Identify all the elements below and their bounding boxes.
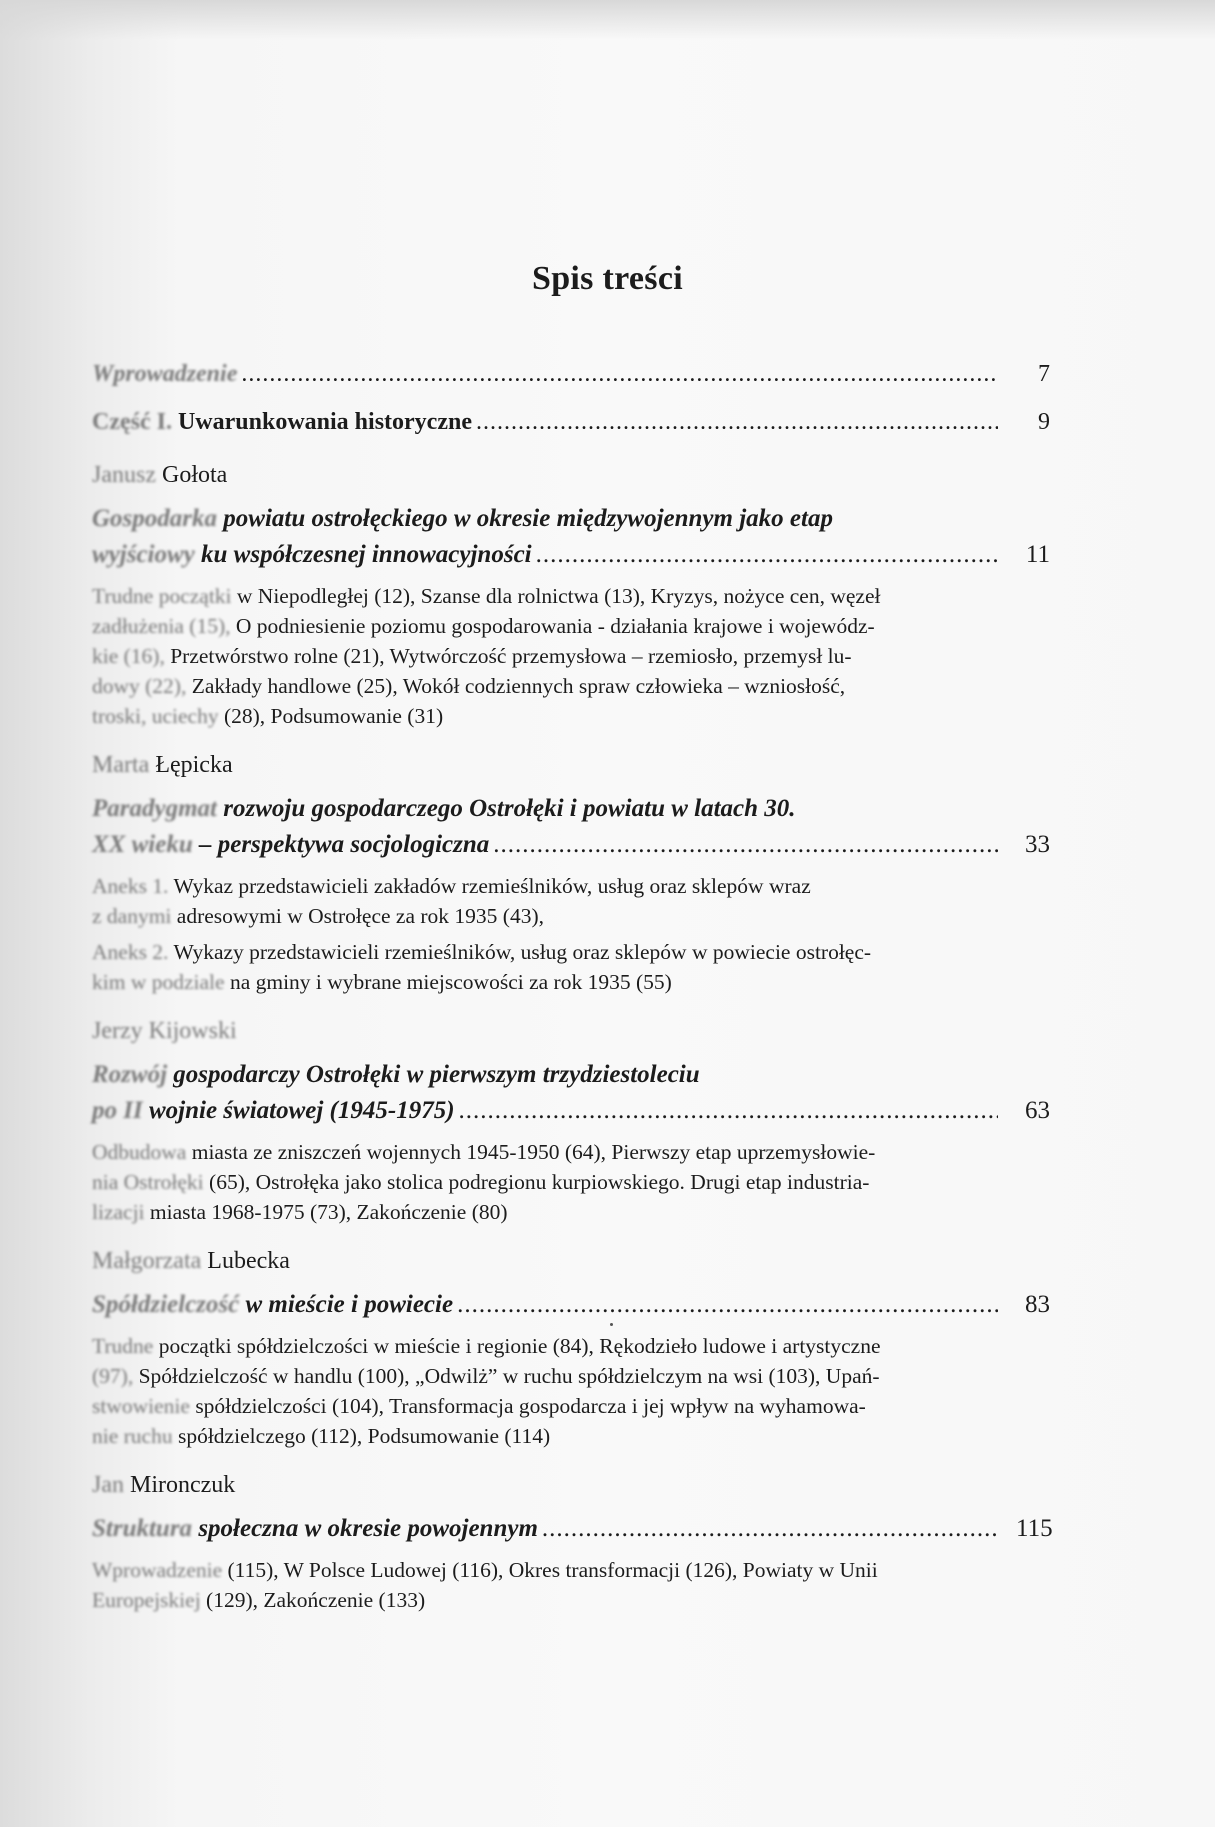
title-lead: po II xyxy=(92,1097,143,1124)
toc-entry-part-1 xyxy=(92,403,1050,441)
title-cont xyxy=(92,827,489,863)
title-text: ku współczesnej innowacyjności xyxy=(201,541,532,568)
title-cont xyxy=(92,537,532,573)
desc-lead: Aneks 2. xyxy=(92,940,169,964)
author-lead: Marta xyxy=(92,752,150,778)
chapter-title xyxy=(92,1511,1053,1547)
desc-lead: Odbudowa xyxy=(92,1140,187,1164)
title-text: gospodarczy Ostrołęki w pierwszym trzydziestoleciu xyxy=(173,1061,700,1088)
desc-lead: Europejskiej xyxy=(92,1588,201,1612)
desc-lead: z danymi xyxy=(92,904,172,928)
title-lead: Spółdzielczość xyxy=(92,1291,240,1318)
author-name: Lubecka xyxy=(207,1248,290,1274)
title-lead: Paradygmat xyxy=(92,795,217,822)
page-number: 11 xyxy=(1025,541,1050,568)
desc-lead: troski, uciechy xyxy=(92,704,219,728)
chapter-title xyxy=(92,791,1087,827)
chapter-description xyxy=(92,1137,1047,1227)
author-name: Gołota xyxy=(161,462,228,488)
table-of-contents xyxy=(92,355,1087,1615)
desc-text: (129), Zakończenie (133) xyxy=(206,1588,426,1612)
desc-text: (65), Ostrołęka jako stolica podregionu kurpiowskiego. Drugi etap industria- xyxy=(209,1170,870,1194)
chapter-author xyxy=(92,1245,1087,1277)
desc-text: miasta ze zniszczeń wojennych 1945-1950 (64), Pierwszy etap uprzemysłowie- xyxy=(191,1140,876,1164)
ink-speck xyxy=(610,1323,613,1326)
desc-lead: Aneks 1. xyxy=(92,874,169,898)
chapter-author xyxy=(92,459,1087,491)
author-lead: Jan xyxy=(92,1472,124,1498)
chapter-author xyxy=(92,749,1087,781)
page-number: 7 xyxy=(1038,361,1050,387)
leader-dots xyxy=(493,827,998,863)
chapter-description xyxy=(92,1555,1047,1615)
desc-text: w Niepodległej (12), Szanse dla rolnictwa (13), Kryzys, nożyce cen, węzeł xyxy=(236,584,881,608)
desc-text: na gminy i wybrane miejscowości za rok 1935 (55) xyxy=(229,970,672,994)
chapter-description xyxy=(92,1331,1047,1451)
desc-lead: zadłużenia (15), xyxy=(92,614,231,638)
author-name: Kijowski xyxy=(148,1018,237,1044)
desc-text: (115), W Polsce Ludowej (116), Okres transformacji (126), Powiaty w Unii xyxy=(227,1558,878,1582)
author-name: Mironczuk xyxy=(130,1472,236,1498)
entry-title xyxy=(92,355,237,393)
desc-text: spółdzielczości (104), Transformacja gospodarcza i jej wpływ na wyhamowa- xyxy=(195,1394,866,1418)
desc-lead: Trudne początki xyxy=(92,584,232,608)
chapter-author xyxy=(92,1469,1087,1501)
desc-lead: dowy (22), xyxy=(92,674,187,698)
leader-dots xyxy=(459,1093,998,1129)
title-text: powiatu ostrołęckiego w okresie międzywojennym jako etap xyxy=(223,505,833,532)
desc-text: Wykaz przedstawicieli zakładów rzemieślników, usług oraz sklepów wraz xyxy=(173,874,811,898)
desc-text: O podniesienie poziomu gospodarowania - działania krajowe i wojewódz- xyxy=(235,614,875,638)
leader-dots xyxy=(542,1511,998,1547)
desc-text: (28), Podsumowanie (31) xyxy=(223,704,444,728)
desc-lead: Wprowadzenie xyxy=(92,1558,223,1582)
chapter-title-cont xyxy=(92,1093,1050,1129)
page-shadow xyxy=(0,0,1215,40)
title-text: społeczna w okresie powojennym xyxy=(198,1515,538,1542)
chapter-title xyxy=(92,1057,1087,1093)
desc-lead: lizacji xyxy=(92,1200,145,1224)
desc-lead: (97), xyxy=(92,1364,134,1388)
desc-text: Spółdzielczość w handlu (100), „Odwilż” w ruchu spółdzielczym na wsi (103), Upań- xyxy=(138,1364,880,1388)
entry-title-lead: Wprowadzenie xyxy=(92,361,238,387)
chapter-description xyxy=(92,871,1047,931)
desc-text: spółdzielczego (112), Podsumowanie (114) xyxy=(177,1424,551,1448)
desc-lead: Trudne xyxy=(92,1334,154,1358)
title-text: wojnie światowej (1945-1975) xyxy=(148,1097,455,1124)
desc-lead: kie (16), xyxy=(92,644,165,668)
title-cont xyxy=(92,1511,538,1547)
author-lead: Jerzy xyxy=(92,1018,143,1044)
chapter-title-cont xyxy=(92,537,1050,573)
desc-text: Zakłady handlowe (25), Wokół codziennych spraw człowieka – wzniosłość, xyxy=(191,674,846,698)
desc-text: Przetwórstwo rolne (21), Wytwórczość przemysłowa – rzemiosło, przemysł lu- xyxy=(170,644,852,668)
desc-text: Wykazy przedstawicieli rzemieślników, usług oraz sklepów w powiecie ostrołęc- xyxy=(173,940,872,964)
chapter-description xyxy=(92,581,1047,731)
chapter-title-cont xyxy=(92,827,1050,863)
page-number: 115 xyxy=(1016,1515,1053,1542)
author-lead: Janusz xyxy=(92,462,156,488)
part-lead: Część I. xyxy=(92,409,172,435)
page-title: Spis treści xyxy=(532,260,683,297)
page-number: 63 xyxy=(1025,1097,1050,1124)
author-lead: Małgorzata xyxy=(92,1248,202,1274)
leader-dots xyxy=(536,537,998,573)
chapter-title xyxy=(92,1287,1050,1323)
desc-lead: kim w podziale xyxy=(92,970,225,994)
page-number: 9 xyxy=(1038,409,1050,435)
title-lead: Rozwój xyxy=(92,1061,168,1088)
desc-text: miasta 1968-1975 (73), Zakończenie (80) xyxy=(149,1200,508,1224)
desc-text: początki spółdzielczości w mieście i regionie (84), Rękodzieło ludowe i artystyczne xyxy=(158,1334,881,1358)
title-cont xyxy=(92,1093,455,1129)
title-text: – perspektywa socjologiczna xyxy=(198,831,490,858)
title-lead: XX wieku xyxy=(92,831,193,858)
title-lead: Gospodarka xyxy=(92,505,218,532)
title-text: rozwoju gospodarczego Ostrołęki i powiatu w latach 30. xyxy=(223,795,796,822)
title-lead: wyjściowy xyxy=(92,541,195,568)
chapter-title xyxy=(92,501,1087,537)
desc-lead: nie ruchu xyxy=(92,1424,173,1448)
title-lead: Struktura xyxy=(92,1515,193,1542)
chapter-author xyxy=(92,1015,1087,1047)
desc-text: adresowymi w Ostrołęce za rok 1935 (43), xyxy=(176,904,544,928)
toc-entry-intro xyxy=(92,355,1050,393)
page-number: 83 xyxy=(1025,1291,1050,1318)
leader-dots xyxy=(457,1287,998,1323)
title-text: w mieście i powiecie xyxy=(245,1291,454,1318)
leader-dots xyxy=(476,403,998,441)
part-title xyxy=(92,403,472,441)
part-label: Uwarunkowania historyczne xyxy=(177,409,472,435)
desc-lead: nia Ostrołęki xyxy=(92,1170,204,1194)
page-number: 33 xyxy=(1025,831,1050,858)
author-name: Łępicka xyxy=(155,752,233,778)
title-cont xyxy=(92,1287,453,1323)
chapter-description xyxy=(92,937,1047,997)
desc-lead: stwowienie xyxy=(92,1394,190,1418)
leader-dots xyxy=(241,355,998,393)
